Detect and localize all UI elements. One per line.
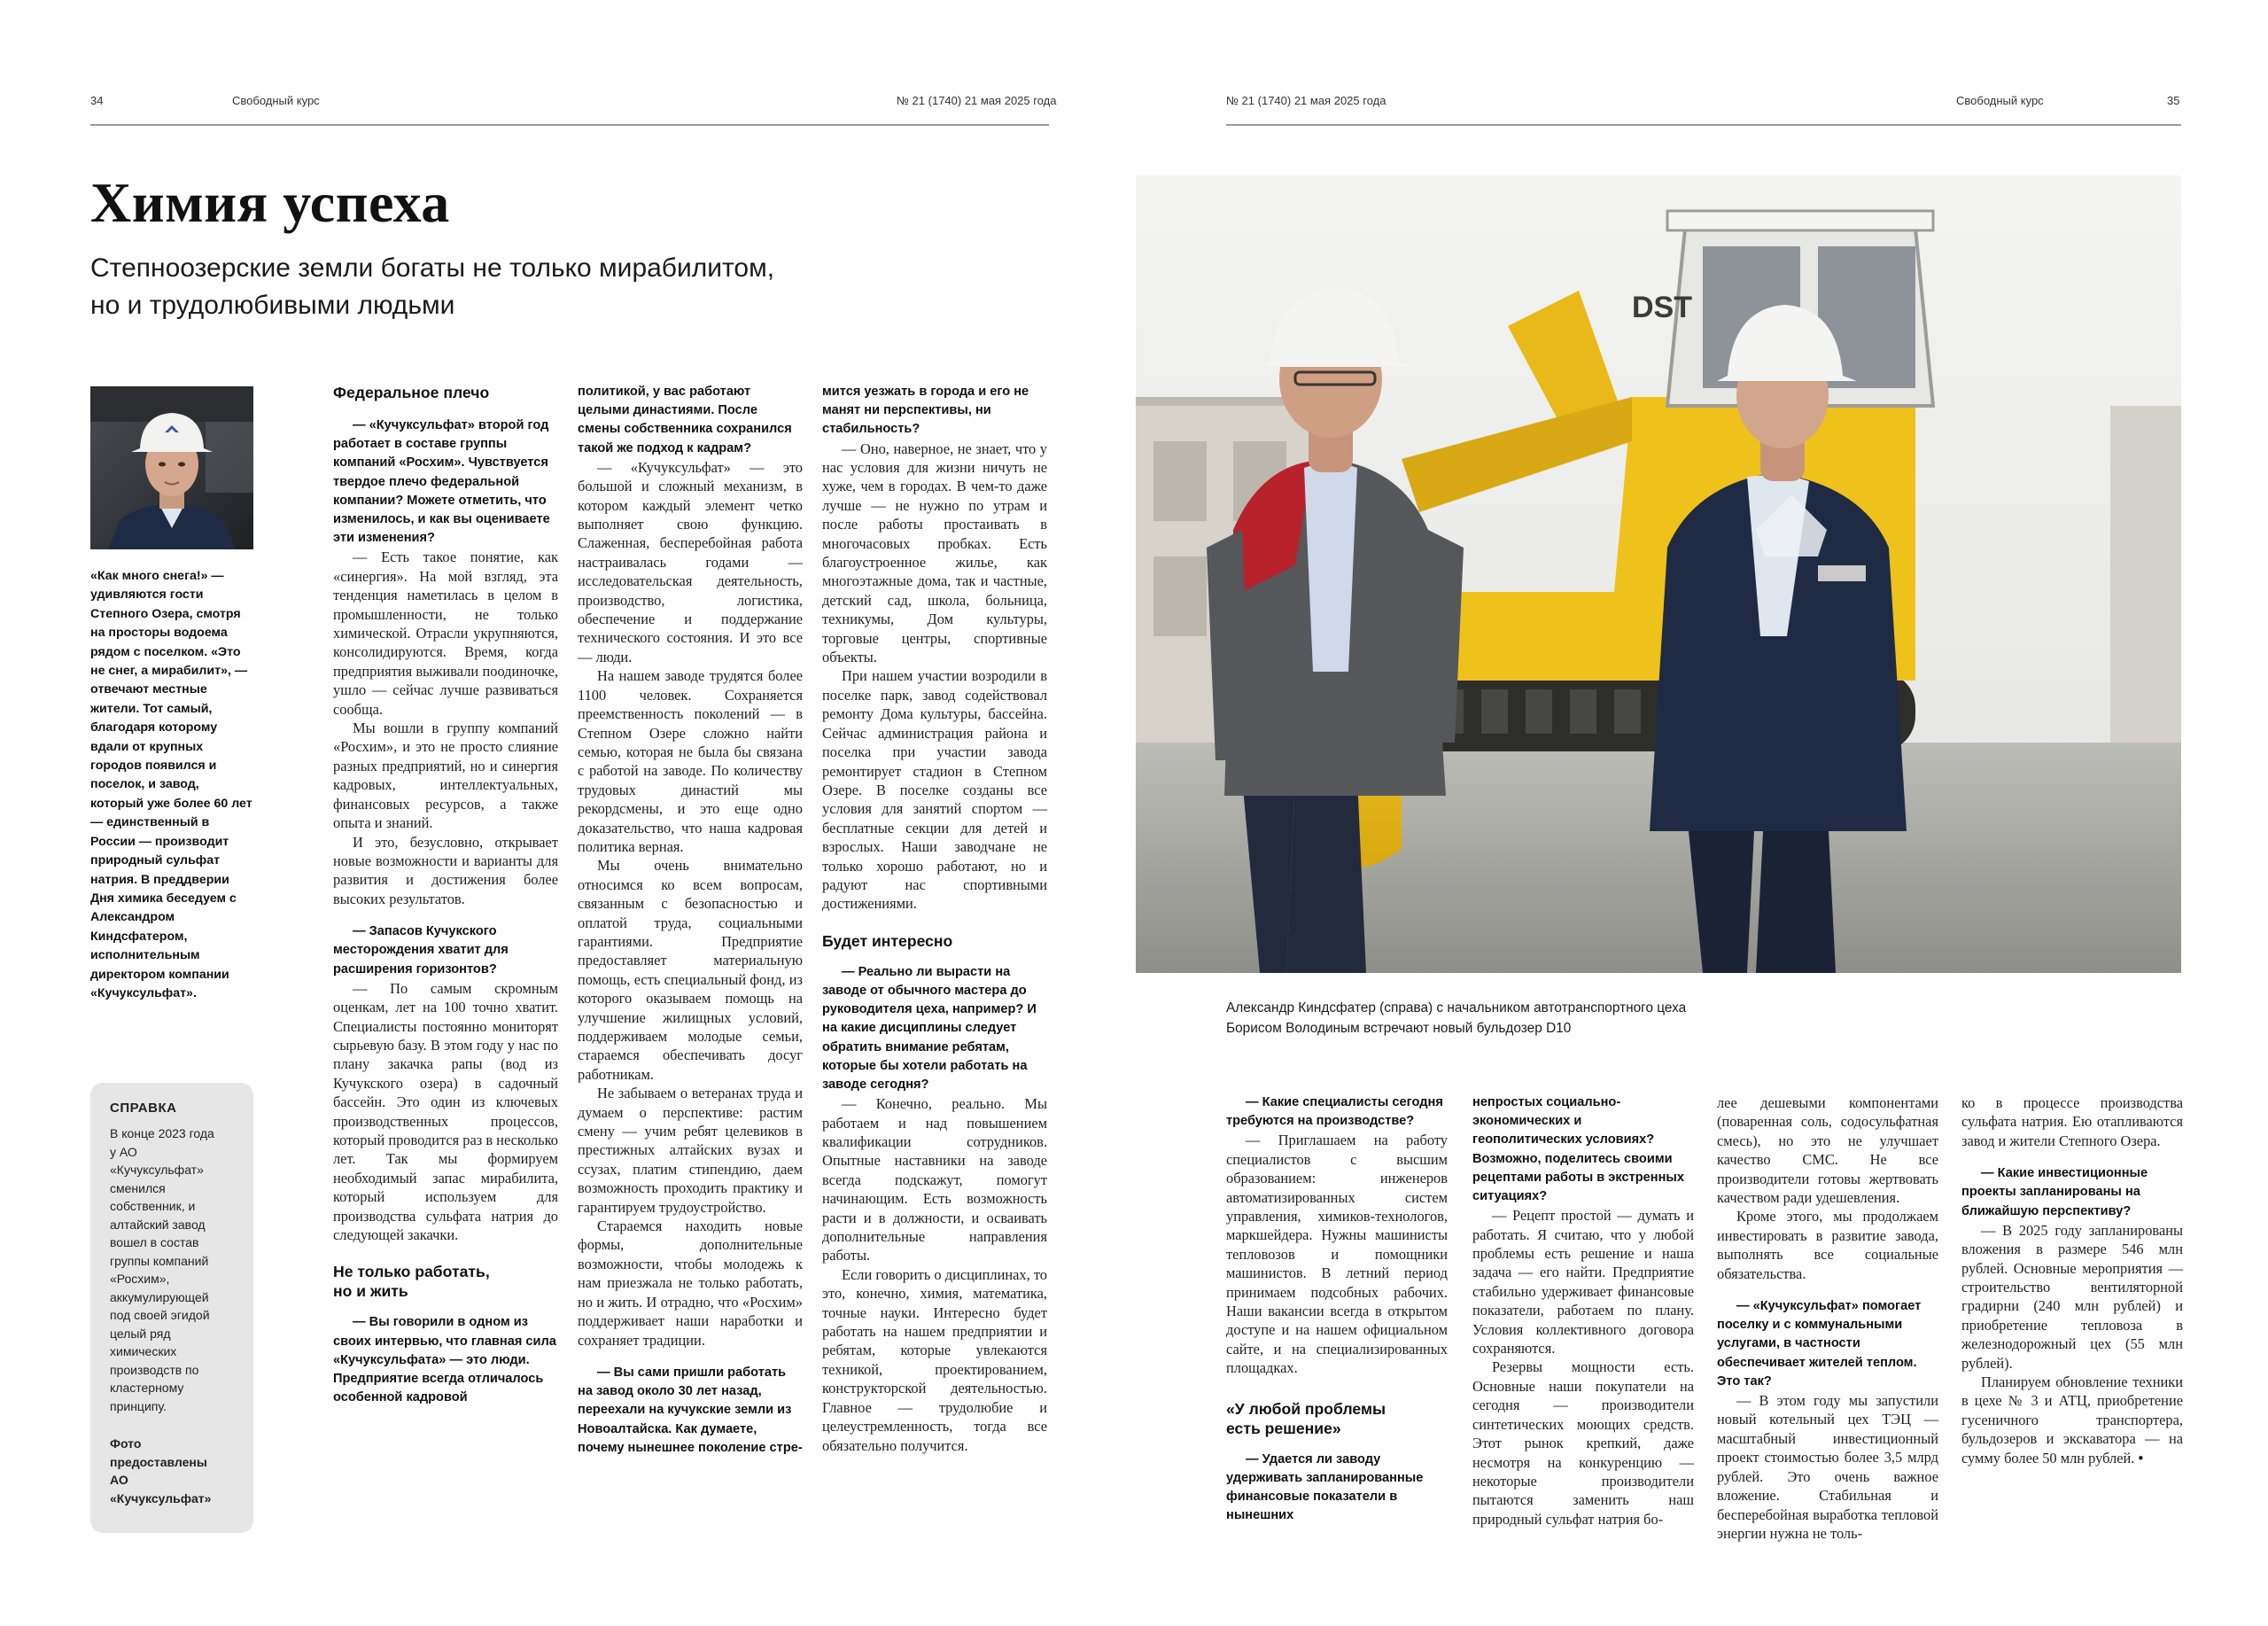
text-column-1 [333, 383, 558, 1407]
portrait-photo [90, 386, 253, 549]
paragraph: Если говорить о дисциплинах, то это, конечно, химия, математика, точные науки. Интересно будет работать на нашем предприятии и ребятам, которые увлекаются техникой, проектированием, конструкторской деятельностью. Главное — трудолюбие и целеустремленность, тогда все обязательно получится. [822, 1265, 1047, 1454]
section-heading: Не только работать, но и жить [333, 1263, 490, 1301]
paragraph: — В 2025 году запланированы вложения в размере 546 млн рублей. Основные мероприятия — строительство вентиляторной градирни (240 млн рублей) и приобретение тепловоза в железнодорожный цех (55 млн рублей). [1961, 1221, 2183, 1372]
right-header-rule [1226, 124, 2181, 126]
end-of-article-mark: • [2138, 1450, 2144, 1467]
sidebar-text: В конце 2023 года у АО «Кучуксульфат» сменился собственник, и алтайский завод вошел в состав группы компаний «Росхим», аккумулирующей под своей эгидой целый ряд химических производств по кластерному принципу. [110, 1126, 214, 1413]
info-sidebar [90, 1083, 253, 1533]
section-heading: Федеральное плечо [333, 384, 490, 401]
question: — Вы говорили в одном из своих интервью, что главная сила «Кучуксульфата» — это люди. Предприятие всегда отличалось особенной кадровой [333, 1315, 556, 1405]
photo-caption [1226, 998, 1864, 1039]
text-column-6 [1717, 1093, 1938, 1543]
question: — Запасов Кучукского месторождения хватит для расширения горизонтов? [333, 924, 509, 976]
paragraph: — Приглашаем на работу специалистов с высшим образованием: инженеров автоматизированных систем управления, химиков-технологов, маркшейдера. Нужны машинисты тепловозов и помощники машинистов. В летний период принимаем подсобных рабочих. Наши вакансии всегда в открытом доступе и на нашем официальном сайте, и на специализированных площадках. [1226, 1132, 1448, 1377]
subtitle-line-1: Степноозерские земли богаты не только мирабилитом, [90, 253, 775, 283]
text-column-2 [578, 383, 803, 1458]
paragraph: При нашем участии возродили в поселке парк, завод содействовал ремонту Дома культуры, бассейна. Сейчас администрация района и поселка при участии завода ремонтирует стадион в Степном Озере. В поселке созданы все условия для занятий спортом — бесплатные секции для детей и взрослых. Наши заводчане не только хорошо работают, но и радуют нас спортивными достижениями. [822, 667, 1047, 913]
paragraph: — Есть такое понятие, как «синергия». На мой взгляд, эта тенденция наметилась в целом в промышленности, не только химической. Отрасли укрупняются, консолидируются. Время, когда предприятия выживали поодиночке, ушло — сейчас лучше развиваться сообща. [333, 548, 558, 718]
left-page-number: 34 [90, 94, 104, 107]
question: непростых социально-экономических и геополитических условиях? Возможно, поделитесь своими рецептами работы в экстренных ситуациях? [1472, 1095, 1684, 1204]
sidebar-title: СПРАВКА [110, 1101, 177, 1116]
section-heading: Будет интересно [822, 931, 953, 950]
paragraph: Резервы мощности есть. Основные наши покупатели на сегодня — производители синтетических моющих средств. Этот рынок крепкий, даже несмотря на конкуренцию — некоторые производители пытаются заменить наш природный сульфат натрия бо- [1472, 1358, 1694, 1528]
paragraph: Не забываем о ветеранах труда и думаем о перспективе: растим смену — учим ребят целевиков в престижных алтайских вузах и ссузах, платим стипендию, даем возможность проходить практику и гарантируем трудоустройство. [578, 1085, 803, 1216]
bulldozer-scene [1136, 175, 2181, 973]
paragraph-text: Планируем обновление техники в цехе № 3 и АТЦ, приобретение гусеничного транспортера, бульдозеров и экскаватора — на сумму более 50 млн рублей. [1961, 1373, 2183, 1467]
paragraph: — В этом году мы запустили новый котельный цех ТЭЦ — масштабный инвестиционный проект стоимостью более 3,5 млрд рублей. Это очень важное вложение. Стабильная и бесперебойная выработка тепловой энергии нужна не толь- [1717, 1392, 1938, 1542]
text-column-7 [1961, 1093, 2183, 1468]
main-photo [1136, 175, 2181, 973]
text-column-4 [1226, 1093, 1448, 1526]
paragraph: — Рецепт простой — думать и работать. Я считаю, что у любой проблемы есть решение и наша задача — его найти. Предприятие стабильно удерживает финансовые показатели, работаем по плану. Условия коллективного договора сохраняются. [1472, 1207, 1694, 1358]
paragraph: На нашем заводе трудятся более 1100 человек. Сохраняется преемственность поколений — в Степном Озере сложно найти семью, которая не была бы связана с работой на заводе. По количеству трудовых династий мы рекордсмены, и это еще одно доказательство, что наша кадровая политика верная. [578, 667, 803, 855]
machine-label: DST [1632, 291, 1692, 324]
text-column-5 [1472, 1093, 1694, 1529]
right-issue-info: № 21 (1740) 21 мая 2025 года [1226, 94, 1386, 107]
article-subtitle [90, 250, 994, 324]
left-paper-name: Свободный курс [232, 94, 320, 107]
question: — Какие специалисты сегодня требуются на производстве? [1226, 1095, 1443, 1129]
paragraph: лее дешевыми компонентами (поваренная соль, содосульфатная смесь), но это не улучшает качество СМС. Не все производители готовы жертвовать качеством ради удешевления. [1717, 1094, 1938, 1207]
paragraph: ко в процессе производства сульфата натрия. Ею отапливаются завод и жители Степного Озера. [1961, 1094, 2183, 1149]
paragraph: Кроме этого, мы продолжаем инвестировать в развитие завода, выполнять все социальные обязательства. [1717, 1208, 1938, 1282]
paragraph [1961, 1373, 2183, 1468]
question: политикой, у вас работают целыми династиями. После смены собственника сохранился такой же подход к кадрам? [578, 385, 792, 455]
left-issue-info: № 21 (1740) 21 мая 2025 года [897, 94, 1057, 107]
question: — Какие инвестиционные проекты запланированы на ближайшую перспективу? [1961, 1166, 2148, 1218]
question: — Реально ли вырасти на заводе от обычного мастера до руководителя цеха, например? И на какие дисциплины следует обратить внимание ребятам, которые бы хотели работать на заводе сегодня? [822, 964, 1037, 1092]
caption-line-1: Александр Киндсфатер (справа) с начальником автотранспортного цеха [1226, 1000, 1687, 1015]
paragraph: Мы очень внимательно относимся ко всем вопросам, связанным с безопасностью и оплатой труда, социальными гарантиями. Предприятие предоставляет материальную помощь, есть специальный фонд, из которого оказываем помощь на улучшение жилищных условий, поддерживаем молодые семьи, стараемся обеспечивать досуг работникам. [578, 857, 803, 1083]
paragraph: — Конечно, реально. Мы работаем и над повышением квалификации сотрудников. Опытные наставники на заводе всегда подскажут, помогут начинающим. Есть возможность расти и в должности, и осваивать дополнительные направления работы. [822, 1095, 1047, 1264]
caption-line-2: Борисом Володиным встречают новый бульдозер D10 [1226, 1021, 1572, 1036]
paragraph: Мы вошли в группу компаний «Росхим», и это не просто слияние разных предприятий, но и синергия кадровых, интеллектуальных, финансовых ресурсов, а также опыта и знаний. [333, 720, 558, 832]
question: — «Кучуксульфат» второй год работает в составе группы компаний «Росхим». Чувствуется твердое плечо федеральной компании? Можете отметить, что изменилось, и как вы оцениваете эти изменения? [333, 418, 550, 546]
question: — Вы сами пришли работать на завод около 30 лет назад, переехали на кучукские земли из Новоалтайска. Как думаете, почему нынешнее поколение стре- [578, 1365, 803, 1455]
text-column-3 [822, 383, 1047, 1455]
paragraph: — «Кучуксульфат» — это большой и сложный механизм, в котором каждый элемент четко выполняет свою функцию. Слаженная, бесперебойная работа настраивалась годами — исследовательская деятельность, производство, логистика, обеспечение и поддержание технического состояния. И это все — люди. [578, 458, 803, 665]
question: мится уезжать в города и его не манят ни перспективы, ни стабильность? [822, 385, 1029, 437]
right-paper-name: Свободный курс [1956, 94, 2044, 107]
right-page-number: 35 [2167, 94, 2180, 107]
question: — «Кучуксульфат» помогает поселку и с коммунальными услугами, в частности обеспечивает жителей теплом. Это так? [1717, 1299, 1922, 1389]
article-title: Химия успеха [90, 171, 450, 234]
section-heading: «У любой проблемы есть решение» [1226, 1399, 1386, 1437]
article-lead: «Как много снега!» — удивляются гости Степного Озера, смотря на просторы водоема рядом с поселком. «Это не снег, а мирабилит», — отвечают местные жители. Тот самый, благодаря которому вдали от крупных городов появился и поселок, и завод, который уже более 60 лет — единственный в России — производит природный сульфат натрия. В преддверии Дня химика беседуем с Александром Киндсфатером, исполнительным директором компании «Кучуксульфат». [90, 569, 252, 1000]
left-header-rule [90, 124, 1049, 126]
portrait-illustration [90, 386, 253, 549]
paragraph: — Оно, наверное, не знает, что у нас условия для жизни ничуть не хуже, чем в городах. В чем-то даже лучше — не нужно по утрам и после работы простаивать в многочасовых пробках. Есть благоустроенное жилье, как многоэтажные дома, так и частные, детский сад, школа, больница, техникумы, Дом культуры, торговые центры, спортивные объекты. [822, 440, 1047, 666]
subtitle-line-2: но и трудолюбивыми людьми [90, 291, 455, 320]
question: — Удается ли заводу удерживать запланированные финансовые показатели в нынешних [1226, 1451, 1424, 1523]
paragraph: Стараемся находить новые формы, дополнительные возможности, чтобы молодежь к нам приезжала не только работать, но и жить. И отрадно, что «Росхим» поддерживает наши наработки и сохраняет традиции. [578, 1218, 803, 1349]
paragraph: И это, безусловно, открывает новые возможности и варианты для развития и достижения более высоких результатов. [333, 833, 558, 907]
paragraph: — По самым скромным оценкам, лет на 100 точно хватит. Специалисты постоянно мониторят сырьевую базу. В этом году у нас по плану закачка рапы (вод из Кучукского озера) в садочный бассейн. Это один из ключевых производственных процессов, который проводится раз в несколько лет. Так мы формируем необходимый запас мирабилита, который используем для производства сульфата натрия до следующей закачки. [333, 979, 558, 1244]
photo-credit: Фото предоставлены АО «Кучуксульфат» [110, 1436, 212, 1505]
